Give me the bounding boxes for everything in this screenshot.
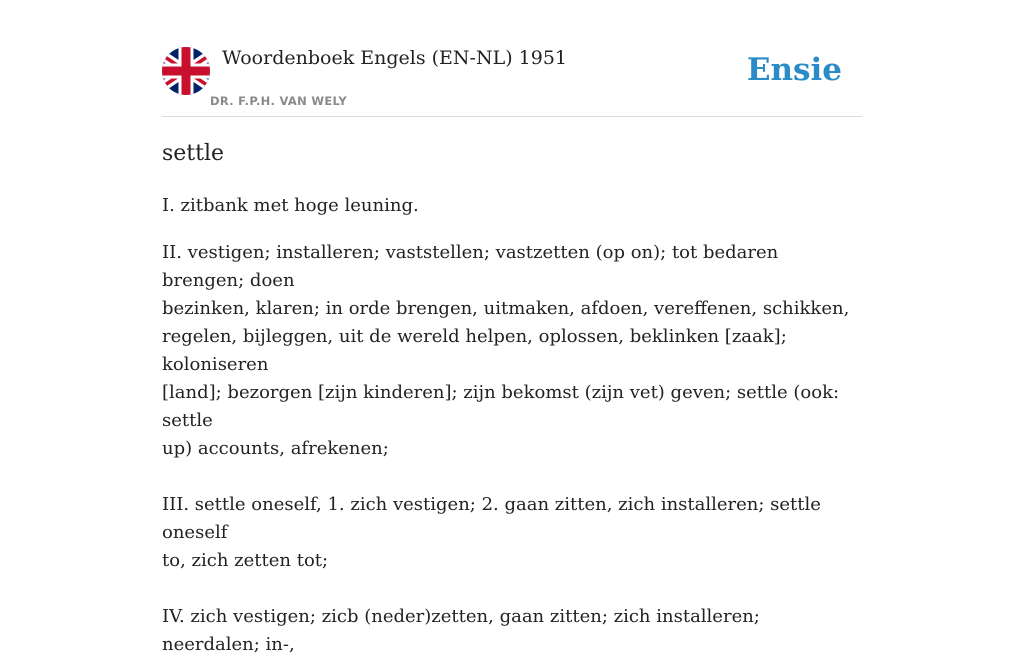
dictionary-title[interactable]: Woordenboek Engels (EN-NL) 1951 bbox=[222, 47, 567, 69]
uk-flag-icon bbox=[162, 47, 210, 95]
definition-4: IV. zich vestigen; zicb (neder)zetten, gaan zitten; zich installeren; neerdalen; in-, bbox=[162, 606, 760, 655]
definition-2: II. vestigen; installeren; vaststellen; vastzetten (op on); tot bedaren brengen; doen bezinken, klaren; in orde brengen, uitmaken, afdoen, vereffenen, schikken, regelen, bijleggen, uit de wereld helpen, oplossen, beklinken [zaak]; koloniseren [land]; bezorgen [zijn kinderen]; zijn bekomst (zijn vet) geven; settle (ook: settle up) accounts, afrekenen; bbox=[162, 242, 850, 459]
entry-headword: settle bbox=[162, 141, 225, 166]
entry-definitions bbox=[162, 192, 862, 659]
dictionary-header bbox=[162, 46, 862, 117]
definition-1: I. zitbank met hoge leuning. bbox=[162, 195, 419, 216]
definition-3: III. settle oneself, 1. zich vestigen; 2. gaan zitten, zich installeren; settle oneself to, zich zetten tot; bbox=[162, 494, 821, 571]
ensie-logo-link[interactable]: Ensie bbox=[746, 52, 842, 88]
dictionary-author[interactable]: DR. F.P.H. VAN WELY bbox=[210, 94, 347, 108]
